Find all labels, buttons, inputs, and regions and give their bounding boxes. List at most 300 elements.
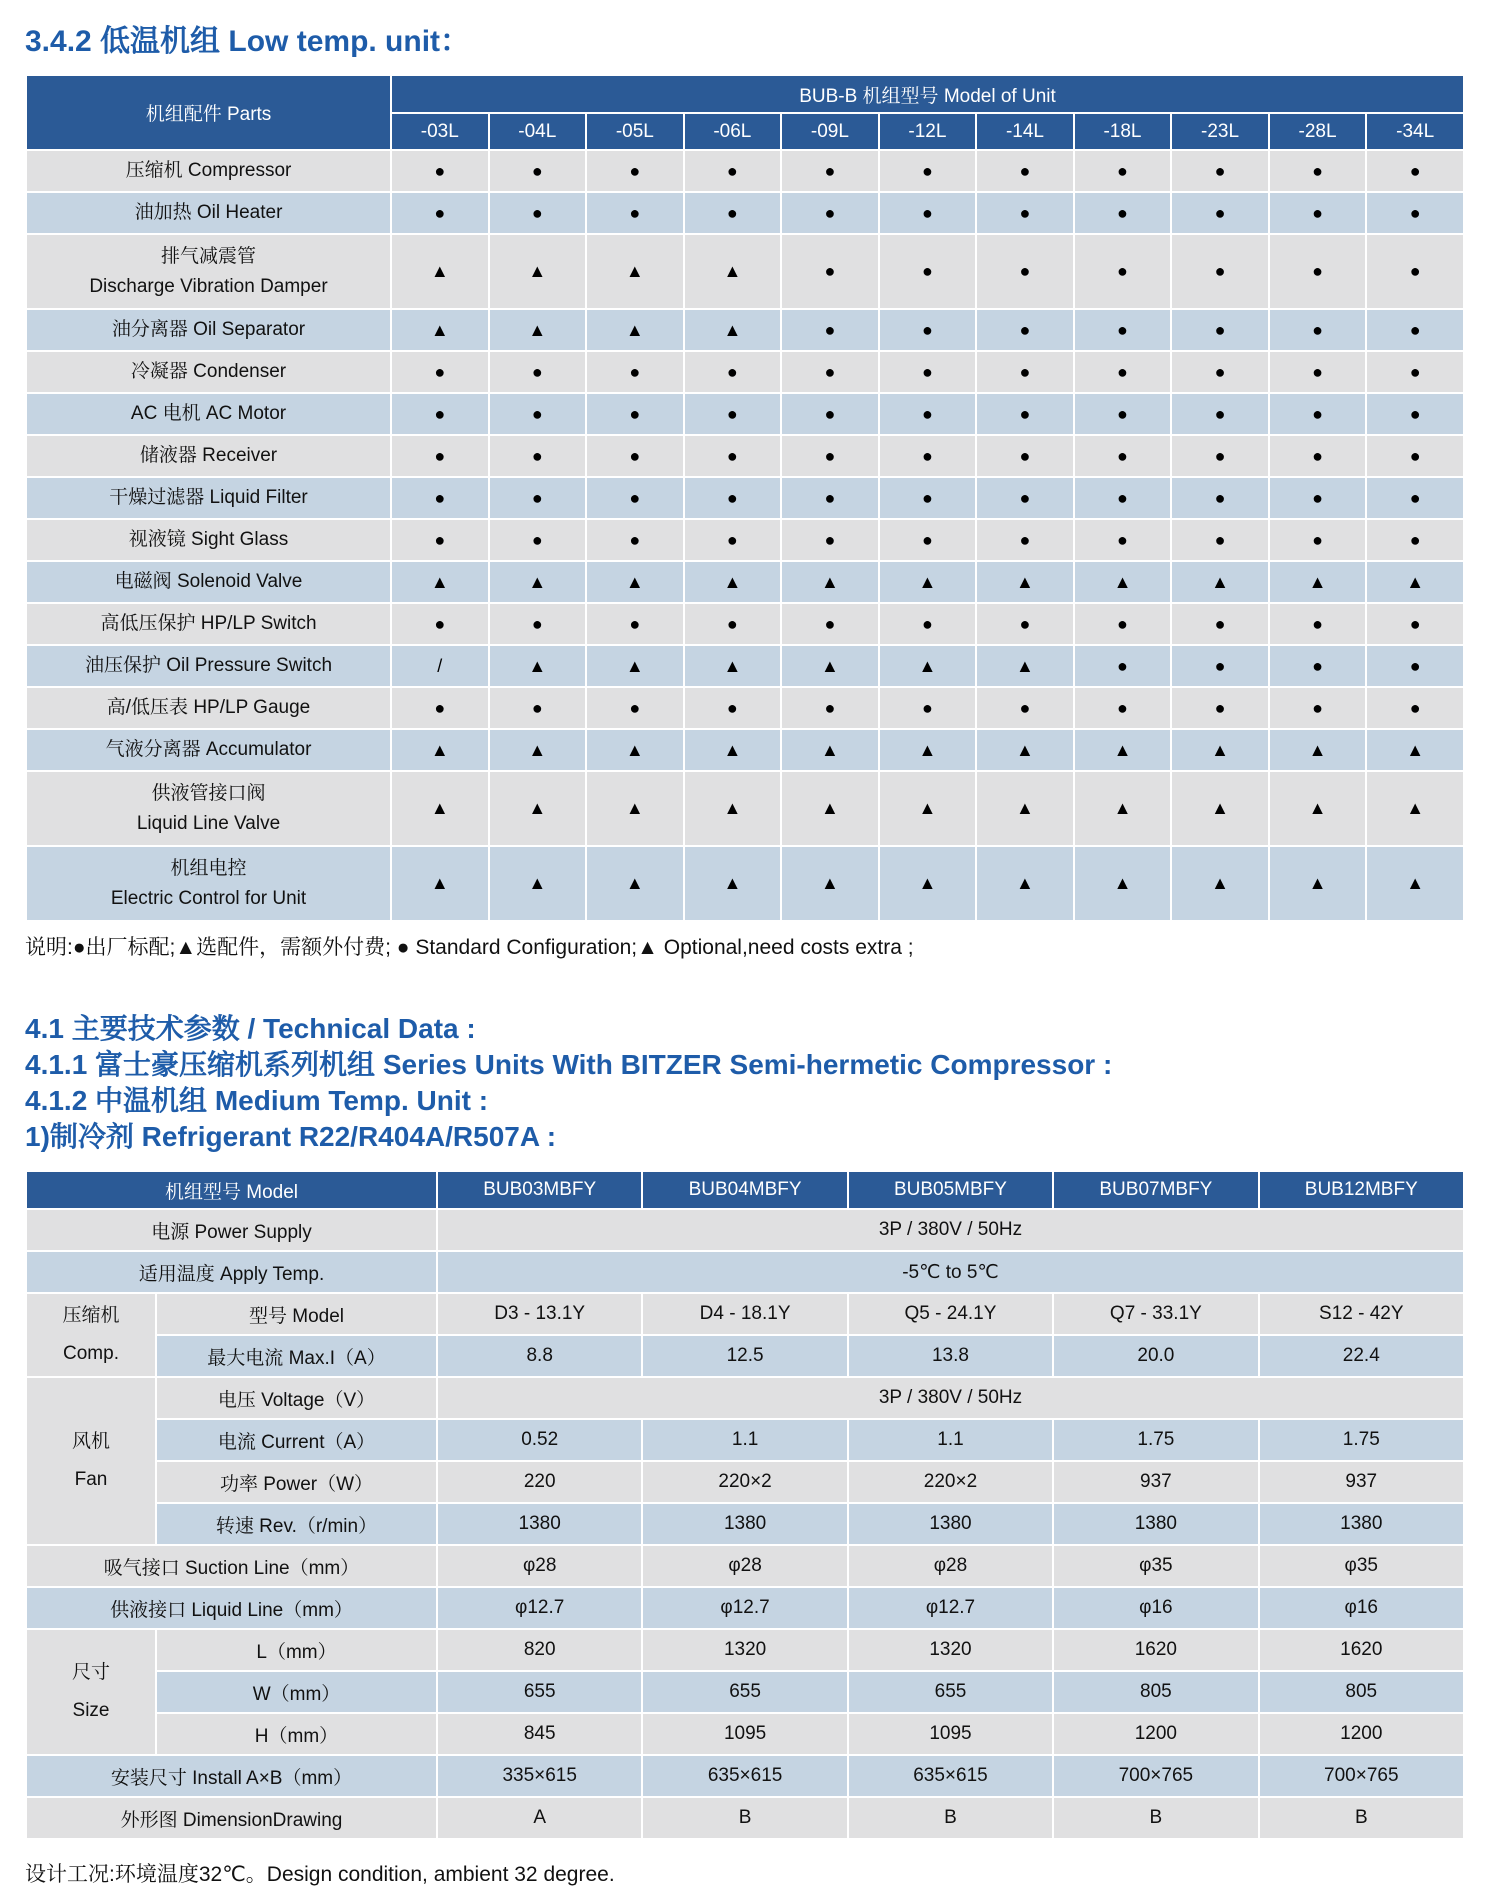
config-marker-cell: ● bbox=[781, 603, 879, 645]
tech-table-row bbox=[26, 1377, 1464, 1419]
part-label-line: 油加热 Oil Heater bbox=[134, 202, 283, 224]
tech-value-cell: φ35 bbox=[1053, 1545, 1258, 1587]
config-marker-cell: ● bbox=[1269, 393, 1367, 435]
tech-group-label-line: 压缩机 bbox=[62, 1304, 120, 1326]
tech-value-cell: 1380 bbox=[437, 1503, 642, 1545]
part-label bbox=[26, 645, 391, 687]
part-label bbox=[26, 234, 391, 309]
tech-value-cell: 1095 bbox=[848, 1713, 1053, 1755]
tech-value-cell: 1620 bbox=[1259, 1629, 1464, 1671]
config-marker-cell: ● bbox=[1171, 477, 1269, 519]
tech-value-cell: 655 bbox=[642, 1671, 847, 1713]
tech-group-label bbox=[26, 1293, 156, 1377]
config-marker-cell: ● bbox=[781, 351, 879, 393]
tech-value-cell: 1320 bbox=[642, 1629, 847, 1671]
tech-value-cell: φ28 bbox=[437, 1545, 642, 1587]
tech-row-label: 安装尺寸 Install A×B（mm） bbox=[26, 1755, 437, 1797]
config-marker-cell: ▲ bbox=[879, 771, 977, 846]
config-marker-cell: ▲ bbox=[391, 771, 489, 846]
config-marker-cell: ● bbox=[976, 687, 1074, 729]
parts-model-header: -34L bbox=[1366, 113, 1464, 150]
parts-model-header: -04L bbox=[489, 113, 587, 150]
config-marker-cell: ● bbox=[489, 150, 587, 192]
config-marker-cell: ● bbox=[879, 192, 977, 234]
config-marker-cell: ● bbox=[586, 393, 684, 435]
config-marker-cell: ● bbox=[1171, 351, 1269, 393]
config-marker-cell: ● bbox=[1366, 519, 1464, 561]
config-marker-cell: ▲ bbox=[586, 234, 684, 309]
config-marker-cell: ● bbox=[1366, 351, 1464, 393]
config-marker-cell: ● bbox=[1269, 351, 1367, 393]
config-marker-cell: ● bbox=[879, 150, 977, 192]
config-marker-cell: ● bbox=[976, 519, 1074, 561]
config-marker-cell: ● bbox=[976, 309, 1074, 351]
config-marker-cell: ● bbox=[1269, 519, 1367, 561]
config-marker-cell: ▲ bbox=[976, 645, 1074, 687]
config-marker-cell: ● bbox=[879, 309, 977, 351]
part-label bbox=[26, 309, 391, 351]
config-marker-cell: ▲ bbox=[489, 771, 587, 846]
config-marker-cell: ● bbox=[781, 435, 879, 477]
tech-table-corner-header: 机组型号 Model bbox=[26, 1171, 437, 1209]
config-marker-cell: ▲ bbox=[879, 561, 977, 603]
tech-value-cell: B bbox=[848, 1797, 1053, 1839]
config-marker-cell: ● bbox=[1074, 519, 1172, 561]
parts-table-row bbox=[26, 150, 1464, 192]
tech-span-value: 3P / 380V / 50Hz bbox=[437, 1377, 1464, 1419]
tech-row-label: W（mm） bbox=[156, 1671, 437, 1713]
tech-span-value: 3P / 380V / 50Hz bbox=[437, 1209, 1464, 1251]
config-marker-cell: ● bbox=[1269, 234, 1367, 309]
config-marker-cell: ● bbox=[1171, 393, 1269, 435]
config-marker-cell: ● bbox=[684, 477, 782, 519]
tech-value-cell: 1200 bbox=[1053, 1713, 1258, 1755]
tech-model-header: BUB07MBFY bbox=[1053, 1171, 1258, 1209]
config-marker-cell: ● bbox=[879, 393, 977, 435]
part-label bbox=[26, 393, 391, 435]
tech-group-label-line: Comp. bbox=[63, 1343, 119, 1364]
parts-table-row bbox=[26, 477, 1464, 519]
tech-value-cell: 635×615 bbox=[642, 1755, 847, 1797]
tech-value-cell: B bbox=[1053, 1797, 1258, 1839]
tech-model-header: BUB05MBFY bbox=[848, 1171, 1053, 1209]
config-marker-cell: ● bbox=[1171, 150, 1269, 192]
tech-value-cell: 937 bbox=[1053, 1461, 1258, 1503]
part-label-line: Electric Control for Unit bbox=[110, 887, 307, 909]
tech-table-row bbox=[26, 1209, 1464, 1251]
config-marker-cell: ● bbox=[879, 435, 977, 477]
part-label bbox=[26, 192, 391, 234]
tech-value-cell: 1200 bbox=[1259, 1713, 1464, 1755]
tech-group-label bbox=[26, 1377, 156, 1545]
tech-table-row bbox=[26, 1671, 1464, 1713]
config-marker-cell: ● bbox=[586, 477, 684, 519]
config-marker-cell: ● bbox=[1269, 435, 1367, 477]
part-label bbox=[26, 603, 391, 645]
config-marker-cell: ▲ bbox=[781, 561, 879, 603]
config-marker-cell: ● bbox=[1269, 150, 1367, 192]
tech-value-cell: 1380 bbox=[1259, 1503, 1464, 1545]
config-marker-cell: ▲ bbox=[1074, 771, 1172, 846]
tech-row-label: H（mm） bbox=[156, 1713, 437, 1755]
tech-value-cell: 13.8 bbox=[848, 1335, 1053, 1377]
config-marker-cell: ▲ bbox=[391, 561, 489, 603]
tech-value-cell: S12 - 42Y bbox=[1259, 1293, 1464, 1335]
tech-value-cell: 335×615 bbox=[437, 1755, 642, 1797]
config-marker-cell: ● bbox=[1074, 393, 1172, 435]
tech-value-cell: 655 bbox=[437, 1671, 642, 1713]
config-marker-cell: ● bbox=[976, 435, 1074, 477]
design-condition-note: 设计工况:环境温度32℃。Design condition, ambient 32 degree. bbox=[25, 1863, 615, 1886]
config-marker-cell: ● bbox=[976, 192, 1074, 234]
config-marker-cell: ● bbox=[1366, 687, 1464, 729]
part-label bbox=[26, 561, 391, 603]
tech-value-cell: B bbox=[642, 1797, 847, 1839]
config-marker-cell: ● bbox=[391, 351, 489, 393]
parts-table-row bbox=[26, 234, 1464, 309]
parts-table-row bbox=[26, 519, 1464, 561]
tech-table-row bbox=[26, 1461, 1464, 1503]
tech-table-row bbox=[26, 1713, 1464, 1755]
parts-table-row bbox=[26, 846, 1464, 921]
config-marker-cell: ● bbox=[586, 435, 684, 477]
config-marker-cell: / bbox=[391, 645, 489, 687]
config-marker-cell: ● bbox=[1171, 309, 1269, 351]
parts-table-row bbox=[26, 603, 1464, 645]
config-marker-cell: ● bbox=[489, 435, 587, 477]
config-marker-cell: ▲ bbox=[1269, 729, 1367, 771]
tech-value-cell: 220×2 bbox=[848, 1461, 1053, 1503]
config-marker-cell: ● bbox=[1074, 234, 1172, 309]
config-marker-cell: ● bbox=[586, 519, 684, 561]
tech-model-header: BUB04MBFY bbox=[642, 1171, 847, 1209]
config-marker-cell: ● bbox=[1366, 393, 1464, 435]
config-marker-cell: ● bbox=[879, 234, 977, 309]
tech-value-cell: Q7 - 33.1Y bbox=[1053, 1293, 1258, 1335]
parts-model-header: -06L bbox=[684, 113, 782, 150]
tech-row-label: 外形图 DimensionDrawing bbox=[26, 1797, 437, 1839]
config-marker-cell: ● bbox=[1074, 192, 1172, 234]
config-marker-cell: ● bbox=[1074, 435, 1172, 477]
config-marker-cell: ● bbox=[1366, 603, 1464, 645]
part-label-line: AC 电机 AC Motor bbox=[130, 403, 287, 425]
part-label bbox=[26, 477, 391, 519]
config-marker-cell: ▲ bbox=[586, 729, 684, 771]
tech-table-header-row bbox=[26, 1171, 1464, 1209]
config-marker-cell: ● bbox=[489, 393, 587, 435]
tech-row-label: 型号 Model bbox=[156, 1293, 437, 1335]
config-marker-cell: ● bbox=[684, 519, 782, 561]
tech-group-label bbox=[26, 1629, 156, 1755]
config-marker-cell: ● bbox=[391, 603, 489, 645]
config-marker-cell: ● bbox=[684, 687, 782, 729]
config-marker-cell: ● bbox=[976, 477, 1074, 519]
part-label-line: 冷凝器 Condenser bbox=[130, 361, 287, 383]
tech-group-label-line: 尺寸 bbox=[71, 1661, 110, 1683]
section2-title-line: 4.1 主要技术参数 / Technical Data : bbox=[25, 1013, 476, 1044]
config-marker-cell: ● bbox=[781, 150, 879, 192]
tech-value-cell: B bbox=[1259, 1797, 1464, 1839]
config-marker-cell: ● bbox=[781, 192, 879, 234]
tech-table-row bbox=[26, 1587, 1464, 1629]
config-marker-cell: ▲ bbox=[1074, 561, 1172, 603]
tech-value-cell: Q5 - 24.1Y bbox=[848, 1293, 1053, 1335]
tech-value-cell: 1380 bbox=[1053, 1503, 1258, 1545]
config-marker-cell: ● bbox=[391, 435, 489, 477]
config-marker-cell: ▲ bbox=[879, 846, 977, 921]
tech-value-cell: 8.8 bbox=[437, 1335, 642, 1377]
config-marker-cell: ▲ bbox=[586, 645, 684, 687]
config-marker-cell: ▲ bbox=[1171, 561, 1269, 603]
part-label-line: 压缩机 Compressor bbox=[125, 160, 292, 182]
parts-table-row bbox=[26, 435, 1464, 477]
tech-row-label: 转速 Rev.（r/min） bbox=[156, 1503, 437, 1545]
config-marker-cell: ▲ bbox=[684, 561, 782, 603]
part-label-line: 高低压保护 HP/LP Switch bbox=[100, 613, 317, 635]
tech-value-cell: 700×765 bbox=[1053, 1755, 1258, 1797]
section1-title: 3.4.2 低温机组 Low temp. unit： bbox=[25, 25, 471, 58]
tech-table-row bbox=[26, 1293, 1464, 1335]
tech-table-row bbox=[26, 1251, 1464, 1293]
tech-value-cell: φ28 bbox=[848, 1545, 1053, 1587]
tech-row-label: 电流 Current（A） bbox=[156, 1419, 437, 1461]
config-marker-cell: ▲ bbox=[684, 645, 782, 687]
config-marker-cell: ▲ bbox=[684, 234, 782, 309]
config-marker-cell: ● bbox=[879, 519, 977, 561]
tech-row-label: 电源 Power Supply bbox=[26, 1209, 437, 1251]
config-marker-cell: ● bbox=[489, 519, 587, 561]
tech-table-row bbox=[26, 1797, 1464, 1839]
config-marker-cell: ● bbox=[1269, 687, 1367, 729]
config-marker-cell: ● bbox=[489, 192, 587, 234]
config-marker-cell: ● bbox=[586, 150, 684, 192]
config-marker-cell: ▲ bbox=[489, 561, 587, 603]
part-label-line: 油压保护 Oil Pressure Switch bbox=[84, 655, 333, 677]
tech-table-row bbox=[26, 1755, 1464, 1797]
config-marker-cell: ▲ bbox=[1366, 771, 1464, 846]
config-marker-cell: ▲ bbox=[391, 846, 489, 921]
tech-value-cell: 220×2 bbox=[642, 1461, 847, 1503]
tech-group-label-line: 风机 bbox=[71, 1430, 110, 1452]
config-marker-cell: ▲ bbox=[391, 729, 489, 771]
config-marker-cell: ● bbox=[1171, 234, 1269, 309]
config-marker-cell: ● bbox=[976, 234, 1074, 309]
config-marker-cell: ▲ bbox=[1074, 846, 1172, 921]
part-label bbox=[26, 351, 391, 393]
tech-table bbox=[25, 1170, 1465, 1840]
config-marker-cell: ▲ bbox=[781, 729, 879, 771]
part-label-line: 电磁阀 Solenoid Valve bbox=[114, 571, 303, 593]
tech-value-cell: φ35 bbox=[1259, 1545, 1464, 1587]
tech-value-cell: φ16 bbox=[1053, 1587, 1258, 1629]
config-marker-cell: ● bbox=[489, 351, 587, 393]
config-marker-cell: ● bbox=[1269, 309, 1367, 351]
config-marker-cell: ● bbox=[586, 687, 684, 729]
part-label bbox=[26, 729, 391, 771]
tech-model-header: BUB03MBFY bbox=[437, 1171, 642, 1209]
tech-value-cell: A bbox=[437, 1797, 642, 1839]
parts-model-header: -18L bbox=[1074, 113, 1172, 150]
tech-value-cell: 1620 bbox=[1053, 1629, 1258, 1671]
config-marker-cell: ● bbox=[1366, 477, 1464, 519]
config-marker-cell: ● bbox=[781, 309, 879, 351]
config-marker-cell: ● bbox=[391, 150, 489, 192]
config-marker-cell: ▲ bbox=[489, 234, 587, 309]
config-marker-cell: ● bbox=[391, 393, 489, 435]
parts-table-row bbox=[26, 393, 1464, 435]
parts-table-row bbox=[26, 771, 1464, 846]
tech-model-header: BUB12MBFY bbox=[1259, 1171, 1464, 1209]
config-marker-cell: ● bbox=[976, 393, 1074, 435]
tech-group-label-line: Size bbox=[72, 1700, 110, 1721]
config-marker-cell: ▲ bbox=[586, 846, 684, 921]
config-marker-cell: ▲ bbox=[391, 234, 489, 309]
section2-titles bbox=[25, 1011, 1465, 1155]
tech-value-cell: φ12.7 bbox=[642, 1587, 847, 1629]
config-marker-cell: ● bbox=[1269, 603, 1367, 645]
tech-row-label: 功率 Power（W） bbox=[156, 1461, 437, 1503]
config-marker-cell: ● bbox=[1074, 645, 1172, 687]
parts-table-corner-header: 机组配件 Parts bbox=[26, 75, 391, 150]
config-marker-cell: ▲ bbox=[489, 645, 587, 687]
part-label-line: Liquid Line Valve bbox=[136, 812, 281, 834]
tech-value-cell: 635×615 bbox=[848, 1755, 1053, 1797]
config-marker-cell: ● bbox=[684, 192, 782, 234]
config-marker-cell: ▲ bbox=[1366, 846, 1464, 921]
config-marker-cell: ● bbox=[1269, 645, 1367, 687]
config-marker-cell: ● bbox=[976, 351, 1074, 393]
config-marker-cell: ▲ bbox=[879, 645, 977, 687]
config-marker-cell: ● bbox=[879, 687, 977, 729]
tech-value-cell: D3 - 13.1Y bbox=[437, 1293, 642, 1335]
config-marker-cell: ▲ bbox=[1269, 846, 1367, 921]
config-marker-cell: ● bbox=[684, 603, 782, 645]
part-label bbox=[26, 687, 391, 729]
config-marker-cell: ● bbox=[1074, 309, 1172, 351]
parts-table-row bbox=[26, 192, 1464, 234]
parts-table bbox=[25, 74, 1465, 922]
config-marker-cell: ▲ bbox=[781, 645, 879, 687]
parts-model-header: -23L bbox=[1171, 113, 1269, 150]
tech-value-cell: 700×765 bbox=[1259, 1755, 1464, 1797]
tech-value-cell: φ12.7 bbox=[437, 1587, 642, 1629]
tech-value-cell: 220 bbox=[437, 1461, 642, 1503]
config-marker-cell: ● bbox=[1269, 477, 1367, 519]
config-marker-cell: ● bbox=[781, 393, 879, 435]
config-marker-cell: ▲ bbox=[1269, 561, 1367, 603]
tech-value-cell: 1320 bbox=[848, 1629, 1053, 1671]
tech-value-cell: φ12.7 bbox=[848, 1587, 1053, 1629]
parts-table-row bbox=[26, 645, 1464, 687]
parts-table-row bbox=[26, 351, 1464, 393]
part-label bbox=[26, 846, 391, 921]
config-marker-cell: ● bbox=[1074, 603, 1172, 645]
config-marker-cell: ● bbox=[781, 477, 879, 519]
config-marker-cell: ● bbox=[976, 150, 1074, 192]
tech-row-label: 电压 Voltage（V） bbox=[156, 1377, 437, 1419]
config-marker-cell: ● bbox=[1074, 687, 1172, 729]
tech-value-cell: 1.75 bbox=[1053, 1419, 1258, 1461]
config-marker-cell: ● bbox=[391, 687, 489, 729]
tech-value-cell: 1380 bbox=[642, 1503, 847, 1545]
parts-model-header: -28L bbox=[1269, 113, 1367, 150]
part-label-line: 供液管接口阀 bbox=[151, 783, 266, 805]
tech-value-cell: 845 bbox=[437, 1713, 642, 1755]
part-label bbox=[26, 771, 391, 846]
legend-note: 说明:●出厂标配;▲选配件，需额外付费; ● Standard Configuration;▲ Optional,need costs extra ; bbox=[25, 936, 914, 959]
config-marker-cell: ● bbox=[489, 687, 587, 729]
config-marker-cell: ● bbox=[1074, 150, 1172, 192]
config-marker-cell: ● bbox=[391, 192, 489, 234]
part-label-line: 机组电控 bbox=[170, 858, 247, 880]
tech-group-label-line: Fan bbox=[74, 1469, 108, 1490]
part-label bbox=[26, 519, 391, 561]
config-marker-cell: ● bbox=[879, 351, 977, 393]
config-marker-cell: ▲ bbox=[976, 561, 1074, 603]
tech-value-cell: 820 bbox=[437, 1629, 642, 1671]
config-marker-cell: ● bbox=[1366, 645, 1464, 687]
config-marker-cell: ● bbox=[586, 192, 684, 234]
config-marker-cell: ▲ bbox=[1269, 771, 1367, 846]
part-label-line: 储液器 Receiver bbox=[139, 445, 278, 467]
tech-row-label: 最大电流 Max.I（A） bbox=[156, 1335, 437, 1377]
config-marker-cell: ▲ bbox=[586, 309, 684, 351]
tech-value-cell: D4 - 18.1Y bbox=[642, 1293, 847, 1335]
tech-value-cell: 1.1 bbox=[848, 1419, 1053, 1461]
tech-value-cell: 1.75 bbox=[1259, 1419, 1464, 1461]
section2-title-line: 1)制冷剂 Refrigerant R22/R404A/R507A : bbox=[25, 1121, 557, 1152]
config-marker-cell: ● bbox=[1171, 603, 1269, 645]
tech-row-label: 供液接口 Liquid Line（mm） bbox=[26, 1587, 437, 1629]
tech-value-cell: 805 bbox=[1053, 1671, 1258, 1713]
tech-table-row bbox=[26, 1419, 1464, 1461]
config-marker-cell: ▲ bbox=[1366, 729, 1464, 771]
parts-table-row bbox=[26, 729, 1464, 771]
config-marker-cell: ● bbox=[879, 603, 977, 645]
part-label-line: 油分离器 Oil Separator bbox=[111, 319, 306, 341]
config-marker-cell: ● bbox=[1171, 687, 1269, 729]
config-marker-cell: ▲ bbox=[1171, 771, 1269, 846]
config-marker-cell: ● bbox=[489, 477, 587, 519]
section2-title-line: 4.1.1 富士豪压缩机系列机组 Series Units With BITZER Semi-hermetic Compressor : bbox=[25, 1049, 1113, 1080]
config-marker-cell: ● bbox=[586, 351, 684, 393]
tech-table-row bbox=[26, 1503, 1464, 1545]
config-marker-cell: ● bbox=[684, 435, 782, 477]
tech-row-label: L（mm） bbox=[156, 1629, 437, 1671]
config-marker-cell: ● bbox=[1269, 192, 1367, 234]
section2-title-line: 4.1.2 中温机组 Medium Temp. Unit : bbox=[25, 1085, 489, 1116]
parts-table-row bbox=[26, 309, 1464, 351]
config-marker-cell: ● bbox=[684, 150, 782, 192]
config-marker-cell: ● bbox=[781, 519, 879, 561]
tech-table-row bbox=[26, 1335, 1464, 1377]
parts-model-header: -09L bbox=[781, 113, 879, 150]
parts-model-header: -12L bbox=[879, 113, 977, 150]
config-marker-cell: ● bbox=[781, 234, 879, 309]
part-label bbox=[26, 435, 391, 477]
config-marker-cell: ● bbox=[1366, 435, 1464, 477]
config-marker-cell: ▲ bbox=[391, 309, 489, 351]
config-marker-cell: ▲ bbox=[684, 846, 782, 921]
tech-span-value: -5℃ to 5℃ bbox=[437, 1251, 1464, 1293]
tech-value-cell: 22.4 bbox=[1259, 1335, 1464, 1377]
tech-value-cell: 12.5 bbox=[642, 1335, 847, 1377]
part-label-line: 气液分离器 Accumulator bbox=[105, 739, 312, 761]
config-marker-cell: ▲ bbox=[1171, 846, 1269, 921]
tech-table-row bbox=[26, 1545, 1464, 1587]
tech-value-cell: 937 bbox=[1259, 1461, 1464, 1503]
config-marker-cell: ▲ bbox=[879, 729, 977, 771]
